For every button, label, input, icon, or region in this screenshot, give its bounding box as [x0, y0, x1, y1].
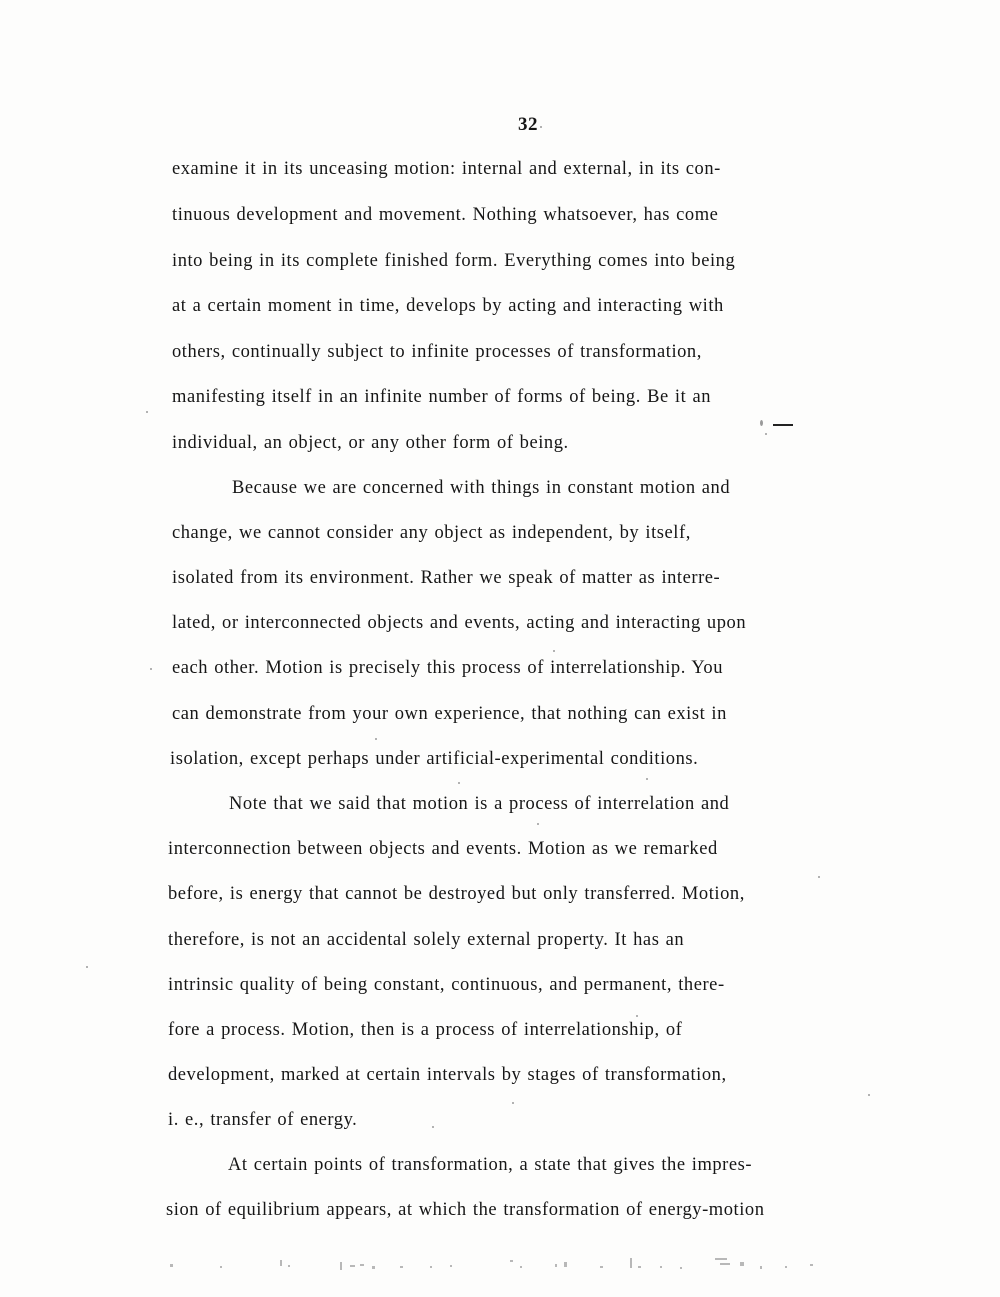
scan-speck — [432, 1126, 434, 1128]
text-line: individual, an object, or any other form of being. — [172, 433, 569, 453]
scan-speck — [375, 738, 377, 740]
text-line: Note that we said that motion is a process of interrelation and — [229, 794, 730, 814]
scan-speck — [553, 650, 555, 652]
text-line: fore a process. Motion, then is a process of interrelationship, of — [168, 1020, 683, 1040]
text-line: manifesting itself in an infinite number of forms of being. Be it an — [172, 387, 712, 407]
scan-speck — [458, 782, 460, 784]
scan-speck — [646, 778, 648, 780]
text-line: tinuous development and movement. Nothing whatsoever, has come — [172, 205, 719, 225]
text-line: intrinsic quality of being constant, continuous, and permanent, there- — [168, 975, 725, 995]
scan-speck — [150, 668, 152, 670]
text-line: development, marked at certain intervals by stages of transformation, — [168, 1065, 727, 1085]
text-line: change, we cannot consider any object as independent, by itself, — [172, 523, 691, 543]
text-line: examine it in its unceasing motion: internal and external, in its con- — [172, 159, 721, 179]
scan-speck — [512, 1102, 514, 1104]
text-line: sion of equilibrium appears, at which the transformation of energy-motion — [166, 1200, 765, 1220]
scan-speck — [540, 126, 542, 128]
comma-mark — [760, 420, 763, 426]
text-line: into being in its complete finished form. Everything comes into being — [172, 251, 736, 271]
text-line: each other. Motion is precisely this process of interrelationship. You — [172, 658, 724, 678]
text-line: At certain points of transformation, a state that gives the impres- — [228, 1155, 753, 1175]
text-line: therefore, is not an accidental solely external property. It has an — [168, 930, 685, 950]
text-line: can demonstrate from your own experience, that nothing can exist in — [172, 704, 727, 724]
underline-mark — [773, 424, 793, 426]
scan-speck — [765, 433, 767, 435]
text-line: isolated from its environment. Rather we speak of matter as interre- — [172, 568, 721, 588]
text-line: before, is energy that cannot be destroyed but only transferred. Motion, — [168, 884, 745, 904]
scan-speck — [146, 411, 148, 413]
text-line: interconnection between objects and events. Motion as we remarked — [168, 839, 718, 859]
text-line: isolation, except perhaps under artificial-experimental conditions. — [170, 749, 699, 769]
scan-speck — [636, 1015, 638, 1017]
text-line: i. e., transfer of energy. — [168, 1110, 358, 1130]
scan-speck — [86, 966, 88, 968]
scan-speck — [868, 1094, 870, 1096]
scan-speck — [818, 876, 820, 878]
text-line: lated, or interconnected objects and events, acting and interacting upon — [172, 613, 747, 633]
page-number: 32 — [518, 114, 538, 135]
text-line: others, continually subject to infinite processes of transformation, — [172, 342, 702, 362]
text-line: at a certain moment in time, develops by acting and interacting with — [172, 296, 724, 316]
scan-speck — [537, 823, 539, 825]
bleed-through-marks — [160, 1254, 840, 1274]
text-line: Because we are concerned with things in constant motion and — [232, 478, 731, 498]
